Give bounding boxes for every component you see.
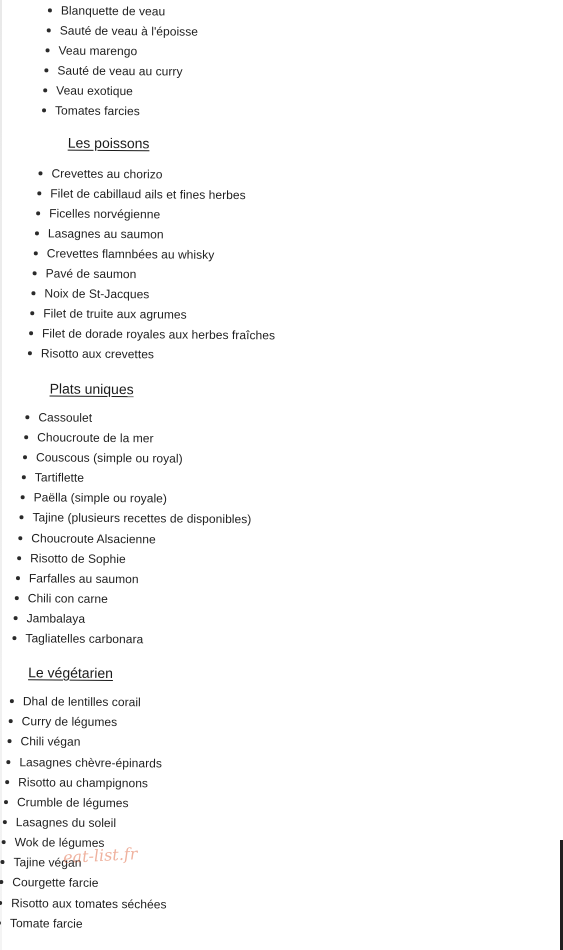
list-item: Veau exotique: [43, 83, 133, 98]
bullet-icon: [33, 271, 37, 275]
list-item: Crumble de légumes: [4, 795, 129, 810]
list-item: Pavé de saumon: [33, 266, 137, 281]
bullet-icon: [0, 921, 1, 925]
bullet-icon: [46, 48, 50, 52]
list-item: Paëlla (simple ou royale): [21, 490, 167, 505]
section-title-vegetarien: Le végétarien: [28, 664, 114, 682]
list-item: Filet de dorade royales aux herbes fraîches: [29, 326, 275, 342]
list-item: Chili con carne: [15, 591, 108, 606]
bullet-icon: [24, 435, 28, 439]
bullet-icon: [18, 536, 22, 540]
bullet-icon: [38, 171, 42, 175]
list-item: Tagliatelles carbonara: [12, 631, 143, 646]
list-item: Lasagnes chèvre-épinards: [6, 755, 162, 770]
list-item: Curry de légumes: [9, 714, 118, 729]
list-item: Cassoulet: [25, 410, 92, 425]
bullet-icon: [36, 211, 40, 215]
bullet-icon: [42, 108, 46, 112]
watermark: eat-list.fr: [62, 844, 138, 867]
list-item: Noix de St-Jacques: [31, 286, 149, 301]
bullet-icon: [8, 739, 12, 743]
list-item: Choucroute de la mer: [24, 430, 154, 445]
list-item: Tajine (plusieurs recettes de disponibles): [19, 510, 251, 526]
bullet-icon: [22, 475, 26, 479]
bullet-icon: [3, 820, 7, 824]
list-item: Lasagnes du soleil: [3, 815, 116, 830]
list-item: Dhal de lentilles corail: [10, 694, 141, 709]
bullet-icon: [23, 455, 27, 459]
list-item: Farfalles au saumon: [16, 571, 139, 586]
list-item: Couscous (simple ou royal): [23, 450, 183, 465]
list-item: Lasagnes au saumon: [35, 226, 164, 241]
list-item: Ficelles norvégienne: [36, 206, 160, 221]
list-item: Risotto aux crevettes: [28, 346, 154, 361]
list-item: Crevettes au chorizo: [38, 166, 162, 181]
section-title-plats-uniques: Plats uniques: [49, 380, 134, 398]
bullet-icon: [0, 880, 3, 884]
bullet-icon: [19, 515, 23, 519]
list-item: Filet de truite aux agrumes: [30, 306, 187, 321]
bullet-icon: [21, 495, 25, 499]
list-item: Filet de cabillaud ails et fines herbes: [37, 186, 246, 202]
bullet-icon: [47, 28, 51, 32]
bullet-icon: [37, 191, 41, 195]
list-item: Choucroute Alsacienne: [18, 531, 156, 546]
bullet-icon: [16, 576, 20, 580]
bullet-icon: [15, 596, 19, 600]
bullet-icon: [30, 311, 34, 315]
bullet-icon: [0, 860, 4, 864]
list-item: Chili végan: [7, 734, 80, 749]
bullet-icon: [17, 556, 21, 560]
bullet-icon: [5, 780, 9, 784]
bullet-icon: [34, 251, 38, 255]
bullet-icon: [31, 291, 35, 295]
bullet-icon: [2, 840, 6, 844]
bullet-icon: [0, 901, 2, 905]
list-item: Tajine végan: [0, 855, 81, 870]
list-item: Blanquette de veau: [48, 3, 165, 18]
bullet-icon: [6, 760, 10, 764]
list-item: Tomates farcies: [42, 103, 140, 118]
bullet-icon: [9, 719, 13, 723]
list-item: Veau marengo: [46, 43, 138, 58]
list-item: Tomate farcie: [0, 916, 83, 931]
bullet-icon: [29, 331, 33, 335]
list-item: Crevettes flamnbées au whisky: [34, 246, 215, 262]
list-item: Wok de légumes: [2, 835, 105, 850]
veau-list: [0, 0, 563, 119]
bullet-icon: [44, 68, 48, 72]
bullet-icon: [28, 351, 32, 355]
list-item: Jambalaya: [14, 611, 86, 626]
list-item: Tartiflette: [22, 470, 84, 485]
section-title-poissons: Les poissons: [67, 134, 150, 152]
bullet-icon: [25, 415, 29, 419]
list-item: Risotto aux tomates séchées: [0, 896, 167, 911]
list-item: Sauté de veau au curry: [44, 63, 182, 78]
bullet-icon: [48, 8, 52, 12]
list-item: Risotto au champignons: [5, 775, 148, 790]
bullet-icon: [12, 636, 16, 640]
bullet-icon: [4, 800, 8, 804]
bullet-icon: [14, 616, 18, 620]
list-item: Courgette farcie: [0, 875, 99, 890]
bullet-icon: [10, 699, 14, 703]
bullet-icon: [43, 88, 47, 92]
list-item: Risotto de Sophie: [17, 551, 126, 566]
list-item: Sauté de veau à l'époisse: [47, 23, 198, 38]
bullet-icon: [35, 231, 39, 235]
